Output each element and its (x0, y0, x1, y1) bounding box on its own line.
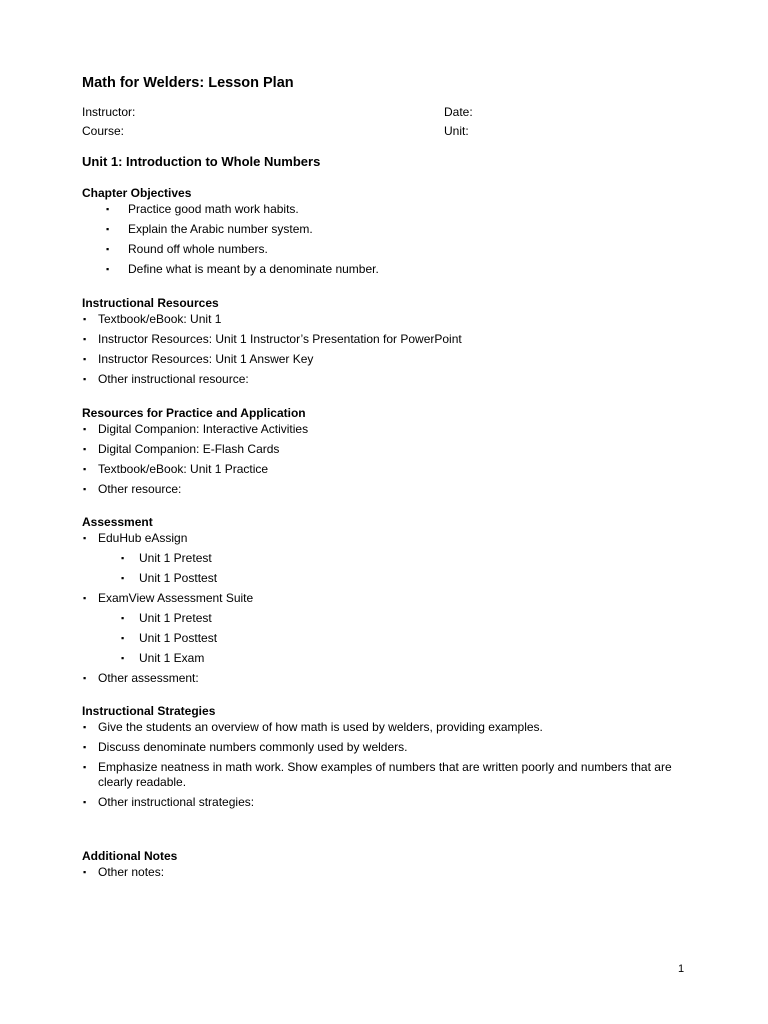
section-heading: Instructional Strategies (82, 704, 216, 718)
list-item: ▪ Give the students an overview of how math is used by welders, providing examples. (83, 720, 543, 734)
list-item: ▪ Unit 1 Pretest (121, 551, 212, 565)
notes-list (82, 865, 692, 880)
list-item: ▪ Unit 1 Exam (121, 651, 205, 665)
bullet-icon: ▪ (106, 204, 110, 214)
bullet-icon: ▪ (83, 533, 87, 543)
list-item: ▪ Other instructional resource: (83, 372, 249, 386)
list-item: ▪ Textbook/eBook: Unit 1 (83, 312, 222, 326)
bullet-icon: ▪ (106, 224, 110, 234)
assessment-list (82, 531, 692, 546)
bullet-icon: ▪ (83, 797, 87, 807)
list-item: ▪ Other assessment: (83, 671, 199, 685)
additional-notes-section (82, 848, 692, 885)
bullet-icon: ▪ (83, 762, 87, 772)
bullet-icon: ▪ (83, 464, 87, 474)
instructional-resources-section (82, 295, 692, 392)
list-item: ▪ Other notes: (83, 865, 165, 879)
bullet-icon: ▪ (83, 354, 87, 364)
unit-heading: Unit 1: Introduction to Whole Numbers (82, 154, 321, 169)
list-item: ▪ Discuss denominate numbers commonly used by welders. (83, 740, 408, 754)
unit-label: Unit: (444, 124, 469, 138)
objectives-list (82, 202, 692, 277)
section-heading: Chapter Objectives (82, 186, 192, 200)
course-label: Course: (82, 124, 125, 138)
section-heading: Assessment (82, 515, 153, 529)
list-item: ▪ EduHub eAssign (83, 531, 188, 545)
bullet-icon: ▪ (121, 653, 125, 663)
chapter-objectives-section (82, 185, 692, 282)
assessment-list-other (82, 671, 692, 686)
instructional-strategies-section (82, 703, 692, 815)
list-item: ▪ Define what is meant by a denominate number. (106, 262, 379, 276)
page-title: Math for Welders: Lesson Plan (82, 75, 294, 91)
meta-row-instructor (82, 105, 692, 119)
eduhub-sublist (82, 551, 692, 586)
bullet-icon: ▪ (121, 613, 125, 623)
list-item: ▪ Unit 1 Posttest (121, 571, 218, 585)
section-heading: Resources for Practice and Application (82, 406, 306, 420)
list-item: ▪ Digital Companion: E-Flash Cards (83, 442, 280, 456)
instructor-label: Instructor: (82, 105, 136, 119)
assessment-list-examview (82, 591, 692, 606)
bullet-icon: ▪ (106, 264, 110, 274)
bullet-icon: ▪ (121, 633, 125, 643)
bullet-icon: ▪ (83, 424, 87, 434)
bullet-icon: ▪ (83, 867, 87, 877)
examview-sublist (82, 611, 692, 666)
list-item: ▪ Instructor Resources: Unit 1 Instructor’s Presentation for PowerPoint (83, 332, 462, 346)
list-item: ▪ Other resource: (83, 482, 182, 496)
bullet-icon: ▪ (83, 374, 87, 384)
bullet-icon: ▪ (83, 673, 87, 683)
list-item: ▪ Digital Companion: Interactive Activities (83, 422, 309, 436)
list-item: ▪ Other instructional strategies: (83, 795, 255, 809)
list-item: ▪ Unit 1 Posttest (121, 631, 218, 645)
list-item: ▪ Unit 1 Pretest (121, 611, 212, 625)
bullet-icon: ▪ (83, 742, 87, 752)
bullet-icon: ▪ (83, 484, 87, 494)
assessment-section (82, 514, 692, 691)
list-item: ▪ Practice good math work habits. (106, 202, 299, 216)
document-page (82, 0, 692, 1024)
list-item: ▪ Round off whole numbers. (106, 242, 268, 256)
bullet-icon: ▪ (83, 314, 87, 324)
date-label: Date: (444, 105, 473, 119)
bullet-icon: ▪ (106, 244, 110, 254)
bullet-icon: ▪ (83, 444, 87, 454)
bullet-icon: ▪ (83, 722, 87, 732)
practice-resources-section (82, 405, 692, 502)
resources-list (82, 312, 692, 387)
page-number: 1 (678, 963, 685, 975)
list-item: ▪ Textbook/eBook: Unit 1 Practice (83, 462, 269, 476)
meta-row-course (82, 124, 692, 138)
list-item: ▪ ExamView Assessment Suite (83, 591, 254, 605)
section-heading: Additional Notes (82, 849, 178, 863)
bullet-icon: ▪ (83, 334, 87, 344)
bullet-icon: ▪ (83, 593, 87, 603)
list-item: ▪ Emphasize neatness in math work. Show examples of numbers that are written poorly and numbers that are clearly readable. (83, 760, 672, 789)
section-heading: Instructional Resources (82, 296, 219, 310)
bullet-icon: ▪ (121, 573, 125, 583)
list-item: ▪ Instructor Resources: Unit 1 Answer Key (83, 352, 314, 366)
list-item: ▪ Explain the Arabic number system. (106, 222, 313, 236)
bullet-icon: ▪ (121, 553, 125, 563)
practice-list (82, 422, 692, 497)
strategies-list (82, 720, 692, 810)
